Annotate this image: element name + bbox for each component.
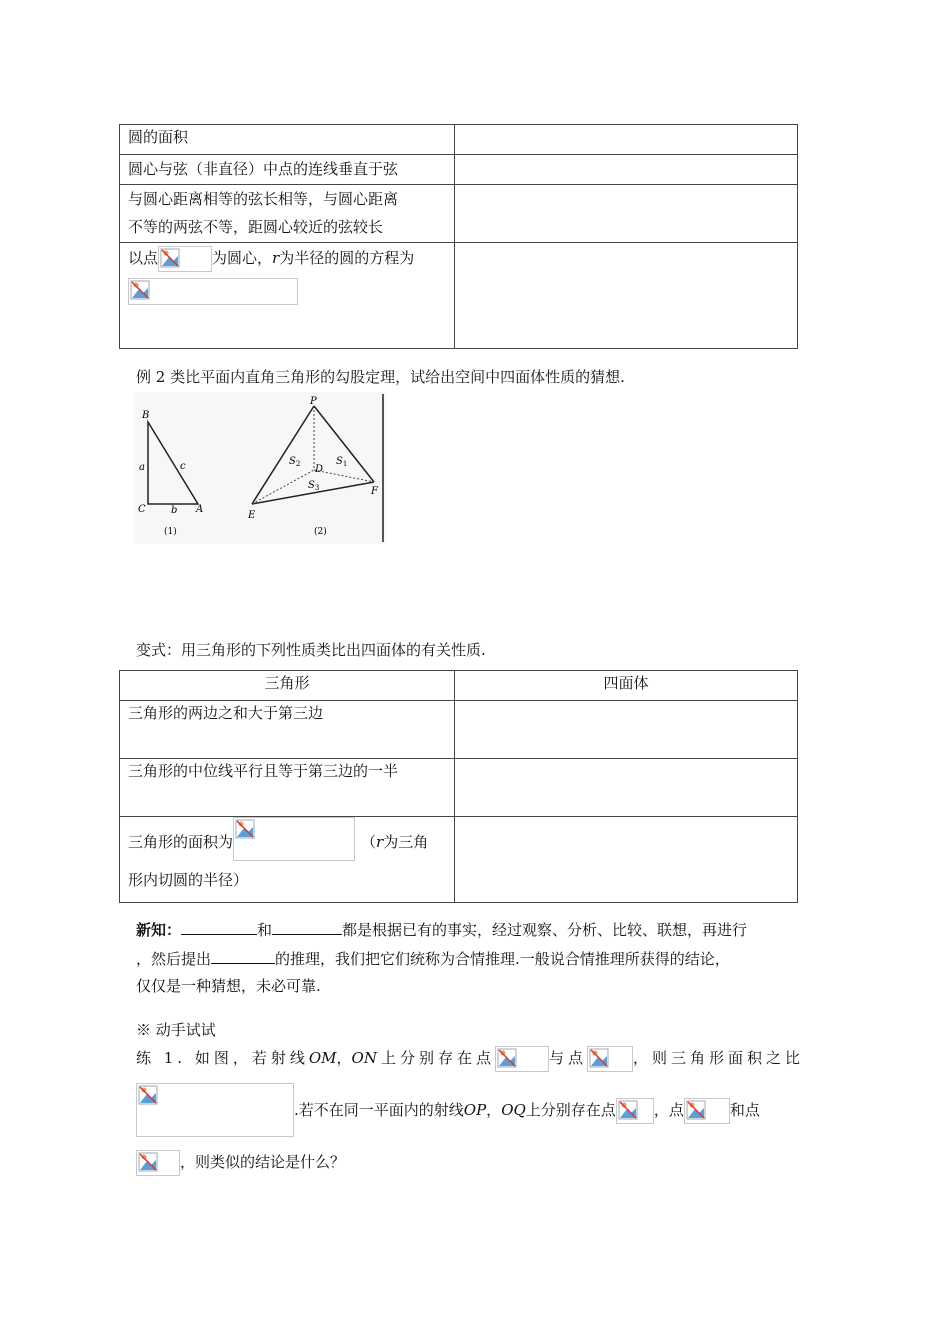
label-D: D	[315, 464, 324, 475]
cell-answer-1	[455, 125, 798, 155]
cell-tetra-answer-3	[455, 817, 798, 903]
broken-image-icon	[587, 1046, 633, 1072]
caption-1: (1)	[164, 527, 177, 537]
example-2-figure	[134, 392, 386, 544]
triangle-tetrahedron-table	[119, 670, 798, 903]
cell-circle-equation: 以点 为圆心，r为半径的圆的方程为	[120, 243, 455, 349]
label-P: P	[310, 396, 317, 407]
practice-line-3: ，则类似的结论是什么？	[136, 1150, 345, 1176]
blank-1[interactable]	[181, 916, 257, 935]
broken-image-icon	[136, 1083, 294, 1137]
broken-image-icon	[495, 1046, 549, 1072]
cell-answer-4	[455, 243, 798, 349]
blank-2[interactable]	[272, 916, 342, 935]
new-knowledge-line-1: 新知： 和 都是根据已有的事实，经过观察、分析、比较、联想，再进行	[136, 916, 747, 942]
broken-image-icon	[684, 1098, 730, 1124]
label-c: c	[180, 461, 186, 472]
broken-image-icon	[233, 817, 355, 861]
practice-line-1: 练 1. 如图，若射线OM，ON 上分别存在点 与点 ，则三角形面积之比	[136, 1046, 804, 1072]
new-knowledge-line-2: ，然后提出 的推理，我们把它们统称为合情推理.一般说合情推理所获得的结论，	[136, 945, 730, 971]
label-S3: $S_3$	[308, 480, 320, 492]
header-triangle: 三角形	[120, 671, 455, 701]
broken-image-icon	[158, 246, 212, 272]
cell-triangle-area: 三角形的面积为 （r为三角 形内切圆的半径）	[120, 817, 455, 903]
cell-tetra-answer-1	[455, 701, 798, 759]
new-knowledge-line-3: 仅仅是一种猜想，未必可靠.	[136, 977, 321, 995]
cell-chord-distance: 与圆心距离相等的弦长相等，与圆心距离 不等的两弦不等，距圆心较近的弦较长	[120, 185, 455, 243]
label-a: a	[139, 462, 145, 473]
label-b: b	[171, 505, 178, 516]
blank-3[interactable]	[211, 945, 275, 964]
label-F: F	[371, 486, 378, 497]
cell-answer-2	[455, 155, 798, 185]
label-C: C	[138, 504, 146, 515]
variant-text: 变式：用三角形的下列性质类比出四面体的有关性质.	[136, 641, 486, 659]
practice-line-2: .若不在同一平面内的射线OP，OQ上分别存在点 ，点 和点	[294, 1098, 760, 1124]
broken-image-icon	[136, 1150, 180, 1176]
example-2-text: 例 2 类比平面内直角三角形的勾股定理，试给出空间中四面体性质的猜想.	[136, 368, 625, 386]
broken-image-icon	[128, 278, 298, 305]
cell-tetra-answer-2	[455, 759, 798, 817]
cell-midline: 三角形的中位线平行且等于第三边的一半	[120, 759, 455, 817]
label-A: A	[196, 504, 204, 515]
caption-2: (2)	[314, 527, 327, 537]
label-S1: $S_1$	[336, 456, 348, 468]
new-knowledge-label: 新知：	[136, 921, 182, 939]
cell-answer-3	[455, 185, 798, 243]
broken-image-icon	[616, 1098, 654, 1124]
cell-circle-area: 圆的面积	[120, 125, 455, 155]
cell-chord-midpoint: 圆心与弦（非直径）中点的连线垂直于弦	[120, 155, 455, 185]
practice-heading: ※ 动手试试	[136, 1021, 216, 1039]
label-S2: $S_2$	[289, 456, 301, 468]
circle-properties-table	[119, 124, 798, 349]
cell-triangle-inequality: 三角形的两边之和大于第三边	[120, 701, 455, 759]
label-E: E	[248, 510, 256, 521]
header-tetrahedron: 四面体	[455, 671, 798, 701]
label-B: B	[142, 410, 150, 421]
